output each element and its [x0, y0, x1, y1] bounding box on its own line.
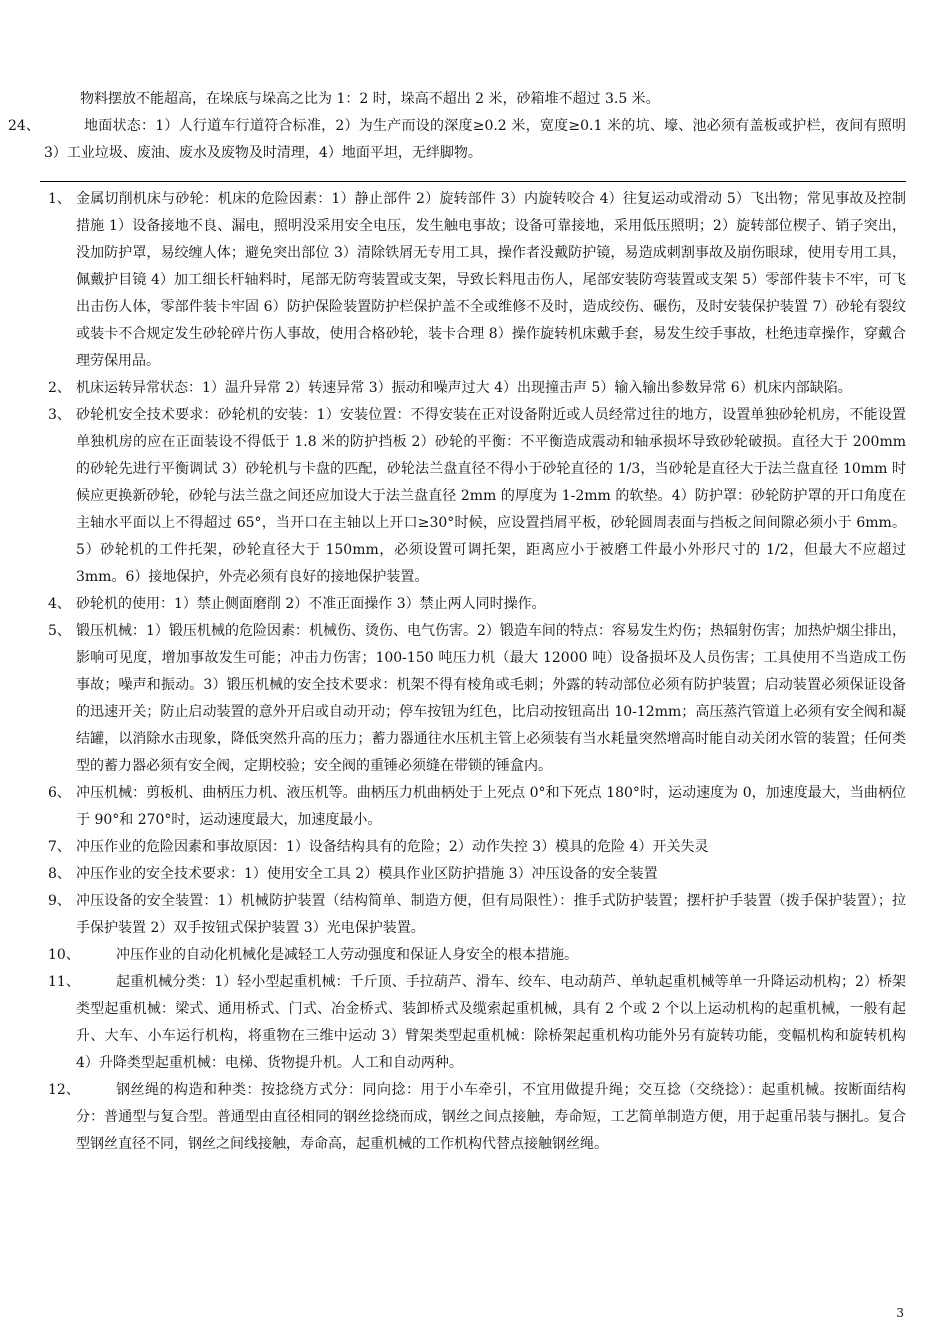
- paragraph-continuation: 物料摆放不能超高，在垛底与垛高之比为 1：2 时，垛高不超出 2 米，砂箱堆不超过 3.5 米。: [80, 91, 660, 107]
- list-item: [40, 861, 906, 888]
- item-text: 冲压作业的自动化机械化是减轻工人劳动强度和保证人身安全的根本措施。: [116, 947, 578, 963]
- item-text: 起重机械分类：1）轻小型起重机械：千斤顶、手拉葫芦、滑车、绞车、电动葫芦、单轨起重机械等单一升降运动机构；2）桥架类型起重机械：梁式、通用桥式、门式、冶金桥式、装卸桥式及缆索起重机械，具有 2 个或 2 个以上运动机构的起重机械，一般有起升、大车、小车运行机构，将重物在三维中运动 3）臂架类型起重机械：除桥架起重机构功能外另有旋转功能，变幅机构和旋转机构 4）升降类型起重机械：电梯、货物提升机。人工和自动两种。: [76, 974, 906, 1071]
- item-text: 地面状态：1）人行道车行道符合标准，2）为生产而设的深度≥0.2 米，宽度≥0.1 米的坑、壕、池必须有盖板或护栏，夜间有照明 3）工业垃圾、废油、废水及废物及时清理，4）地面平坦，无绊脚物。: [44, 118, 906, 161]
- item-text: 砂轮机安全技术要求：砂轮机的安装：1）安装位置：不得安装在正对设备附近或人员经常过往的地方，设置单独砂轮机房，不能设置单独机房的应在正面装设不得低于 1.8 米的防护挡板 2）砂轮的平衡：不平衡造成震动和轴承损坏导致砂轮破损。直径大于 200mm 的砂轮先进行平衡调试 3）砂轮机与卡盘的匹配，砂轮法兰盘直径不得小于砂轮直径的 1/3，当砂轮是直径大于法兰盘直径 10mm 时候应更换新砂轮，砂轮与法兰盘之间还应加设大于法兰盘直径 2mm 的厚度为 1-2mm 的软垫。4）防护罩：砂轮防护罩的开口角度在主轴水平面以上不得超过 65°，当开口在主轴以上开口≥30°时候，应设置挡屑平板，砂轮圆周表面与挡板之间间隙必须小于 6mm。5）砂轮机的工件托架，砂轮直径大于 150mm，必须设置可调托架，距离应小于被磨工件最小外形尺寸的 1/2，但最大不应超过 3mm。6）接地保护，外壳必须有良好的接地保护装置。: [76, 407, 906, 585]
- item-number: 7、: [48, 839, 71, 855]
- item-number: 10、: [48, 947, 80, 963]
- list-item: [40, 375, 906, 402]
- list-item: [40, 186, 906, 375]
- item-text: 锻压机械：1）锻压机械的危险因素：机械伤、烫伤、电气伤害。2）锻造车间的特点：容易发生灼伤；热辐射伤害；加热炉烟尘排出，影响可见度，增加事故发生可能；冲击力伤害；100-150 吨压力机（最大 12000 吨）设备损坏及人员伤害；工具使用不当造成工伤事故；噪声和振动。3）锻压机械的安全技术要求：机架不得有棱角或毛刺；外露的转动部位必须有防护装置；启动装置必须保证设备的迅速开关；防止启动装置的意外开启或自动开动；停车按钮为红色，比启动按钮高出 10-12mm；高压蒸汽管道上必须有安全阀和凝结罐，以消除水击现象，降低突然升高的压力；蓄力器通往水压机主管上必须装有当水耗量突然增高时能自动关闭水管的装置；任何类型的蓄力器必须有安全阀，定期校验；安全阀的重锤必须缝在带锁的锤盒内。: [76, 623, 906, 774]
- item-number: 5、: [48, 623, 71, 639]
- item-text: 冲压设备的安全装置：1）机械防护装置（结构简单、制造方便，但有局限性）：推手式防护装置；摆杆护手装置（拨手保护装置）；拉手保护装置 2）双手按钮式保护装置 3）光电保护装置。: [76, 893, 906, 936]
- list-item-24: [8, 113, 906, 167]
- section-divider: [40, 181, 906, 182]
- item-text: 机床运转异常状态：1）温升异常 2）转速异常 3）振动和噪声过大 4）出现撞击声 5）输入输出参数异常 6）机床内部缺陷。: [76, 380, 852, 396]
- item-text: 金属切削机床与砂轮：机床的危险因素：1）静止部件 2）旋转部件 3）内旋转咬合 4）往复运动或滑动 5）飞出物；常见事故及控制措施 1）设备接地不良、漏电，照明没采用安全电压，发生触电事故；设备可靠接地，采用低压照明；2）旋转部位楔子、销子突出，没加防护罩，易绞缠人体；避免突出部位 3）清除铁屑无专用工具，操作者没戴防护镜，易造成刺割事故及崩伤眼球，使用专用工具，佩戴护目镜 4）加工细长杆轴料时，尾部无防弯装置或支架，导致长料甩击伤人，尾部安装防弯装置或支架 5）零部件装卡不牢，可飞出击伤人体，零部件装卡牢固 6）防护保险装置防护栏保护盖不全或维修不及时，造成绞伤、碾伤，及时安装保护装置 7）砂轮有裂纹或装卡不合规定发生砂轮碎片伤人事故，使用合格砂轮，装卡合理 8）操作旋转机床戴手套，易发生绞手事故，杜绝违章操作，穿戴合理劳保用品。: [76, 191, 906, 369]
- item-number: 1、: [48, 191, 71, 207]
- item-text: 冲压作业的危险因素和事故原因：1）设备结构具有的危险；2）动作失控 3）模具的危险 4）开关失灵: [76, 839, 709, 855]
- item-text: 冲压机械：剪板机、曲柄压力机、液压机等。曲柄压力机曲柄处于上死点 0°和下死点 180°时，运动速度为 0，加速度最大，当曲柄位于 90°和 270°时，运动速度最大，加速度最小。: [76, 785, 906, 828]
- item-text: 冲压作业的安全技术要求：1）使用安全工具 2）模具作业区防护措施 3）冲压设备的安全装置: [76, 866, 658, 882]
- main-list: [40, 186, 906, 1158]
- list-item: [40, 618, 906, 780]
- list-item: [40, 942, 906, 969]
- item-number: 24、: [8, 118, 40, 134]
- item-number: 4、: [48, 596, 71, 612]
- list-item: [40, 1077, 906, 1158]
- item-text: 钢丝绳的构造和种类：按捻绕方式分：同向捻：用于小车牵引，不宜用做提升绳；交互捻（交绕捻）：起重机械。按断面结构分：普通型与复合型。普通型由直径相同的钢丝捻绕而成，钢丝之间点接触，寿命短，工艺简单制造方便，用于起重吊装与捆扎。复合型钢丝直径不同，钢丝之间线接触，寿命高，起重机械的工作机构代替点接触钢丝绳。: [76, 1082, 906, 1152]
- item-number: 12、: [48, 1082, 80, 1098]
- list-item: [40, 969, 906, 1077]
- list-item: [40, 834, 906, 861]
- list-item: [40, 591, 906, 618]
- list-item: [40, 402, 906, 591]
- item-number: 8、: [48, 866, 71, 882]
- list-item: [40, 888, 906, 942]
- item-text: 砂轮机的使用：1）禁止侧面磨削 2）不准正面操作 3）禁止两人同时操作。: [76, 596, 546, 612]
- item-number: 3、: [48, 407, 71, 423]
- page-number: 3: [896, 1306, 904, 1320]
- item-number: 6、: [48, 785, 71, 801]
- item-number: 2、: [48, 380, 71, 396]
- top-section: [8, 86, 906, 167]
- item-number: 11、: [48, 974, 80, 990]
- item-number: 9、: [48, 893, 71, 909]
- list-item: [40, 780, 906, 834]
